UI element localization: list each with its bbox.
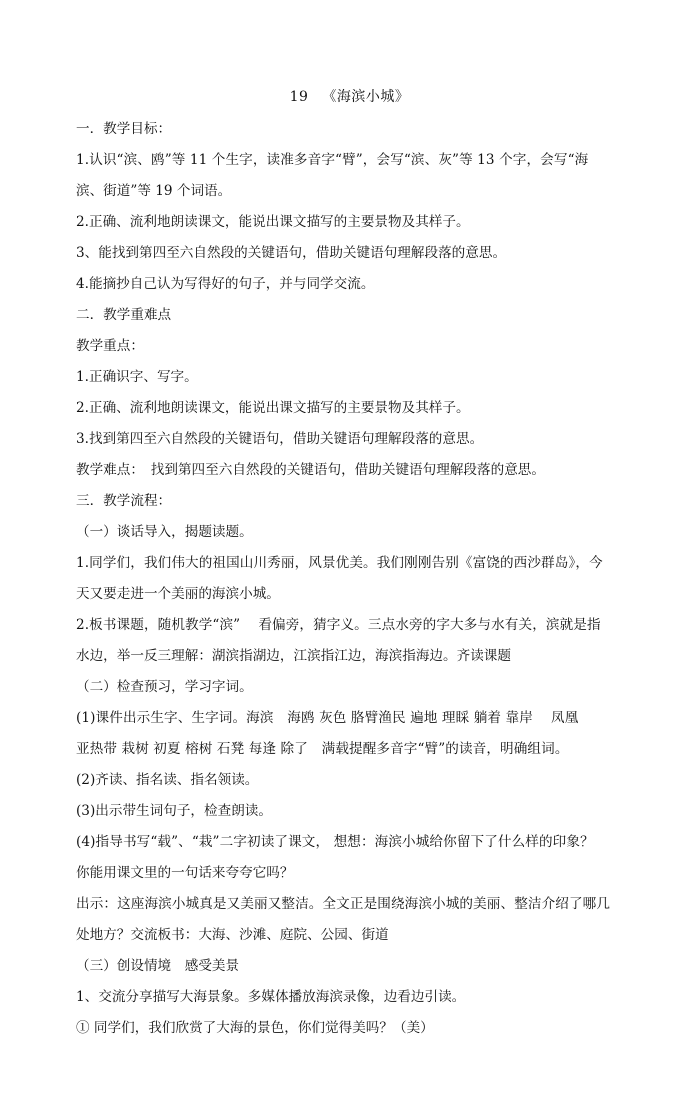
text-line: 2.板书课题，随机教学“滨” 看偏旁，猜字义。三点水旁的字大多与水有关，滨就是指 — [76, 617, 601, 633]
text-line: 亚热带 栽树 初夏 榕树 石凳 每逢 除了 满载提醒多音字“臂”的读音，明确组词。 — [76, 741, 569, 757]
text-line: 教学难点： 找到第四至六自然段的关键语句，借助关键语句理解段落的意思。 — [76, 462, 545, 478]
document-title — [0, 86, 699, 106]
text-line: (1)课件出示生字、生字词。海滨 海鸥 灰色 胳臂渔民 遍地 理睬 躺着 靠岸 凤凰 — [76, 710, 579, 726]
section-heading-goals: 一．教学目标： — [76, 121, 172, 137]
subsection-heading: （三）创设情境 感受美景 — [76, 958, 240, 974]
text-line: 你能用课文里的一句话来夸夸它吗？ — [76, 865, 294, 881]
text-line: 1.认识“滨、鸥”等 11 个生字，读准多音字“臂”，会写“滨、灰”等 13 个字，会写“海 — [76, 152, 589, 168]
text-line: 滨、街道”等 19 个词语。 — [76, 183, 232, 199]
text-line: ① 同学们，我们欣赏了大海的景色，你们觉得美吗？（美） — [76, 1020, 434, 1036]
text-line: 天又要走进一个美丽的海滨小城。 — [76, 586, 280, 602]
subsection-heading: （一）谈话导入，揭题读题。 — [76, 524, 253, 540]
text-line: 3.找到第四至六自然段的关键语句，借助关键语句理解段落的意思。 — [76, 431, 484, 447]
text-line: 水边，举一反三理解：湖滨指湖边，江滨指江边，海滨指海边。齐读课题 — [76, 648, 511, 664]
text-line: 3、能找到第四至六自然段的关键语句，借助关键语句理解段落的意思。 — [76, 245, 507, 261]
text-line: (2)齐读、指名读、指名领读。 — [76, 772, 259, 788]
subsection-heading: （二）检查预习，学习字词。 — [76, 679, 253, 695]
text-line: 4.能摘抄自己认为写得好的句子，并与同学交流。 — [76, 276, 375, 292]
text-line: 2.正确、流利地朗读课文，能说出课文描写的主要景物及其样子。 — [76, 214, 470, 230]
lesson-number: 19 — [289, 89, 309, 105]
text-line: 教学重点： — [76, 338, 144, 354]
document-body — [76, 114, 636, 1044]
section-heading-key-points: 二．教学重难点 — [76, 307, 172, 323]
text-line: 2.正确、流利地朗读课文，能说出课文描写的主要景物及其样子。 — [76, 400, 470, 416]
text-line: (4)指导书写“载”、“栽”二字初读了课文， 想想：海滨小城给你留下了什么样的印象？ — [76, 834, 594, 850]
text-line: 1.同学们，我们伟大的祖国山川秀丽，风景优美。我们刚刚告别《富饶的西沙群岛》，今 — [76, 555, 603, 571]
text-line: 1.正确识字、写字。 — [76, 369, 198, 385]
text-line: 出示：这座海滨小城真是又美丽又整洁。全文正是围绕海滨小城的美丽、整洁介绍了哪几 — [76, 896, 611, 912]
lesson-title: 《海滨小城》 — [322, 89, 410, 105]
text-line: (3)出示带生词句子，检查朗读。 — [76, 803, 272, 819]
text-line: 处地方？交流板书：大海、沙滩、庭院、公园、街道 — [76, 927, 389, 943]
text-line: 1、交流分享描写大海景象。多媒体播放海滨录像，边看边引读。 — [76, 989, 466, 1005]
section-heading-process: 三．教学流程： — [76, 493, 172, 509]
